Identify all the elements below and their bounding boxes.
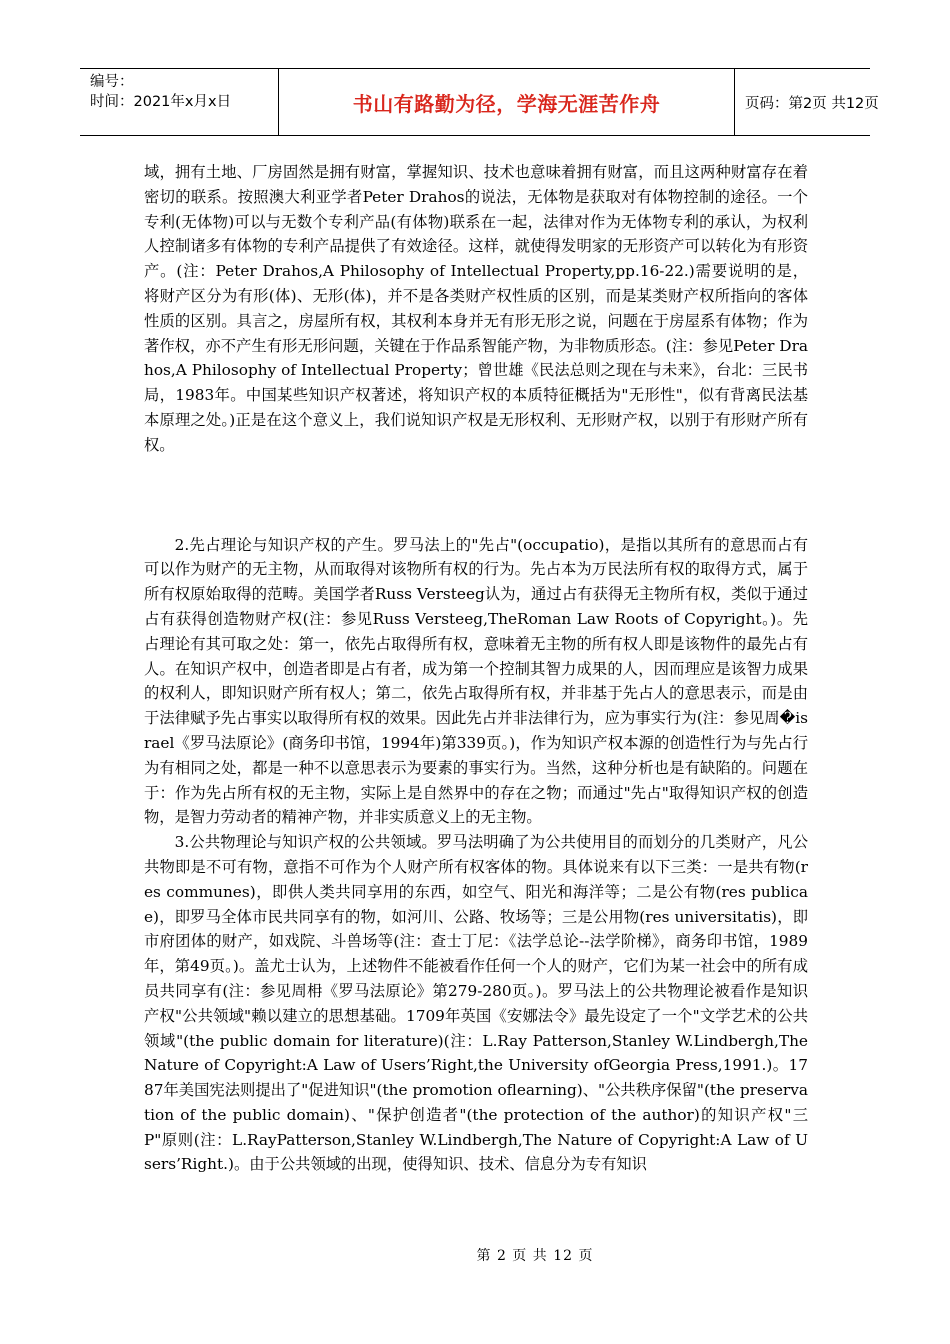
- document-time-label: 时间：2021年x月x日: [90, 94, 232, 110]
- body-paragraph-1: 域，拥有土地、厂房固然是拥有财富，掌握知识、技术也意味着拥有财富，而且这两种财富存在着密切的联系。按照澳大利亚学者Peter Drahos的说法，无体物是获取对有体物控制的途径。一个专利(无体物)可以与无数个专利产品(有体物)联系在一起，法律对作为无体物专利的承认，为权利人控制诸多有体物的专利产品提供了有效途径。这样，就使得发明家的无形资产可以转化为有形资产。(注：Peter Drahos,A Philosophy of Intellectual Property,pp.16-22.)需要说明的是，将财产区分为有形(体)、无形(体)，并不是各类财产权性质的区别，而是某类财产权所指向的客体性质的区别。具言之，房屋所有权，其权利本身并无有形无形之说，问题在于房屋系有体物；作为著作权，亦不产生有形无形问题，关键在于作品系智能产物，为非物质形态。(注：参见Peter Drahos,A Philosophy of Intellectual Property；曾世雄《民法总则之现在与未来》，台北：三民书局，1983年。中国某些知识产权著述，将知识产权的本质特征概括为"无形性"，似有背离民法基本原理之处。)正是在这个意义上，我们说知识产权是无形权利、无形财产权，以别于有形财产所有权。: [144, 163, 808, 454]
- paragraph-spacer: [144, 458, 808, 533]
- body-paragraph-2: 2.先占理论与知识产权的产生。罗马法上的"先占"(occupatio)，是指以其所有的意思而占有可以作为财产的无主物，从而取得对该物所有权的行为。先占本为万民法所有权的取得方式，属于所有权原始取得的范畴。美国学者Russ Versteeg认为，通过占有获得无主物所有权，类似于通过占有获得创造物财产权(注：参见Russ Versteeg,TheRoman Law Roots of Copyright。)。先占理论有其可取之处：第一，依先占取得所有权，意味着无主物的所有权人即是该物件的最先占有人。在知识产权中，创造者即是占有者，成为第一个控制其智力成果的人，因而理应是该智力成果的权利人，即知识财产所有权人；第二，依先占取得所有权，并非基于先占人的意思表示，而是由于法律赋予先占事实以取得所有权的效果。因此先占并非法律行为，应为事实行为(注：参见周�israel《罗马法原论》(商务印书馆，1994年)第339页。)，作为知识产权本源的创造性行为与先占行为有相同之处，都是一种不以意思表示为要素的事实行为。当然，这种分析也是有缺陷的。问题在于：作为先占所有权的无主物，实际上是自然界中的存在之物；而通过"先占"取得知识产权的创造物，是智力劳动者的精神产物，并非实质意义上的无主物。: [144, 535, 808, 827]
- header-motto-cell: [278, 69, 735, 135]
- header-motto: 书山有路勤为径，学海无涯苦作舟: [352, 91, 661, 116]
- document-body: [144, 160, 808, 1177]
- document-number-label: 编号：: [90, 74, 134, 90]
- page-header: [80, 68, 879, 136]
- body-paragraph-3: 3.公共物理论与知识产权的公共领域。罗马法明确了为公共使用目的而划分的几类财产，凡公共物即是不可有物，意指不可作为个人财产所有权客体的物。具体说来有以下三类：一是共有物(res communes)，即供人类共同享用的东西，如空气、阳光和海洋等；二是公有物(res publicae)，即罗马全体市民共同享有的物，如河川、公路、牧场等；三是公用物(res universitatis)，即市府团体的财产，如戏院、斗兽场等(注：查士丁尼：《法学总论--法学阶梯》，商务印书馆，1989年，第49页。)。盖尤士认为，上述物件不能被看作任何一个人的财产，它们为某一社会中的所有成员共同享有(注：参见周枏《罗马法原论》第279-280页。)。罗马法上的公共物理论被看作是知识产权"公共领域"赖以建立的思想基础。1709年英国《安娜法令》最先设定了一个"文学艺术的公共领域"(the public domain for literature)(注：L.Ray Patterson,Stanley W.Lindbergh,The Nature of Copyright:A Law of Users’Right,the University ofGeorgia Press,1991.)。1787年美国宪法则提出了"促进知识"(the promotion oflearning)、"公共秩序保留"(the preservation of the public domain)、"保护创造者"(the protection of the author)的知识产权"三P"原则(注：L.RayPatterson,Stanley W.Lindbergh,The Nature of Copyright:A Law of Users’Right.)。由于公共领域的出现，使得知识、技术、信息分为专有知识: [144, 833, 808, 1174]
- header-meta: [80, 69, 278, 135]
- header-page-info: 页码：第2页 共12页: [745, 95, 879, 112]
- page-footer: 第 2 页 共 12 页: [476, 1248, 594, 1264]
